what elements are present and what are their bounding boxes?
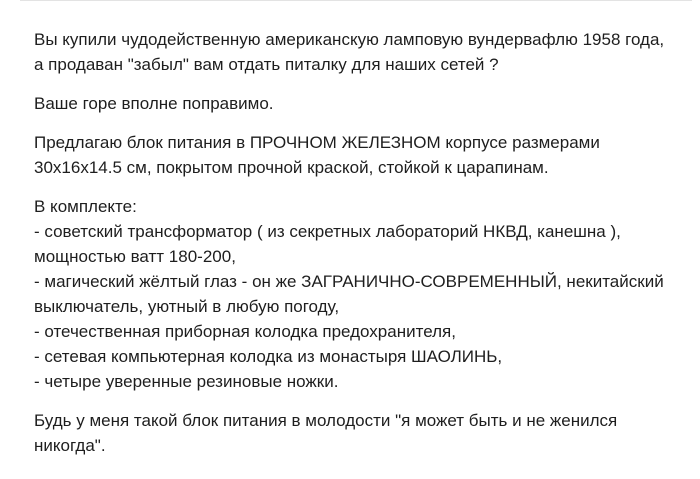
paragraph-kit-contents	[34, 194, 692, 394]
text-line: Ваше горе вполне поправимо.	[34, 94, 274, 113]
text-line: мощностью ватт 180-200,	[34, 247, 236, 266]
text-line: никогда".	[34, 436, 106, 455]
text-line: - сетевая компьютерная колодка из монастыря ШАОЛИНЬ,	[34, 347, 503, 366]
paragraph-offer	[34, 130, 692, 180]
paragraph-closing	[34, 408, 692, 458]
paragraph-fixable	[34, 91, 692, 116]
text-line: - советский трансформатор ( из секретных лабораторий НКВД, канешна ),	[34, 222, 621, 241]
text-line: - магический жёлтый глаз - он же ЗАГРАНИЧНО-СОВРЕМЕННЫЙ, некитайский	[34, 272, 664, 291]
text-line: 30х16х14.5 см, покрытом прочной краской, стойкой к царапинам.	[34, 158, 549, 177]
text-line: Предлагаю блок питания в ПРОЧНОМ ЖЕЛЕЗНОМ корпусе размерами	[34, 133, 600, 152]
text-line: а продаван "забыл" вам отдать питалку для наших сетей ?	[34, 55, 499, 74]
text-line: - отечественная приборная колодка предохранителя,	[34, 322, 456, 341]
text-line: В комплекте:	[34, 197, 137, 216]
text-line: выключатель, уютный в любую погоду,	[34, 297, 340, 316]
text-line: Вы купили чудодейственную американскую ламповую вундервафлю 1958 года,	[34, 30, 665, 49]
text-line: - четыре уверенные резиновые ножки.	[34, 372, 339, 391]
text-line: Будь у меня такой блок питания в молодости "я может быть и не женился	[34, 411, 618, 430]
post-body	[20, 0, 692, 479]
paragraph-purchase	[34, 27, 692, 77]
